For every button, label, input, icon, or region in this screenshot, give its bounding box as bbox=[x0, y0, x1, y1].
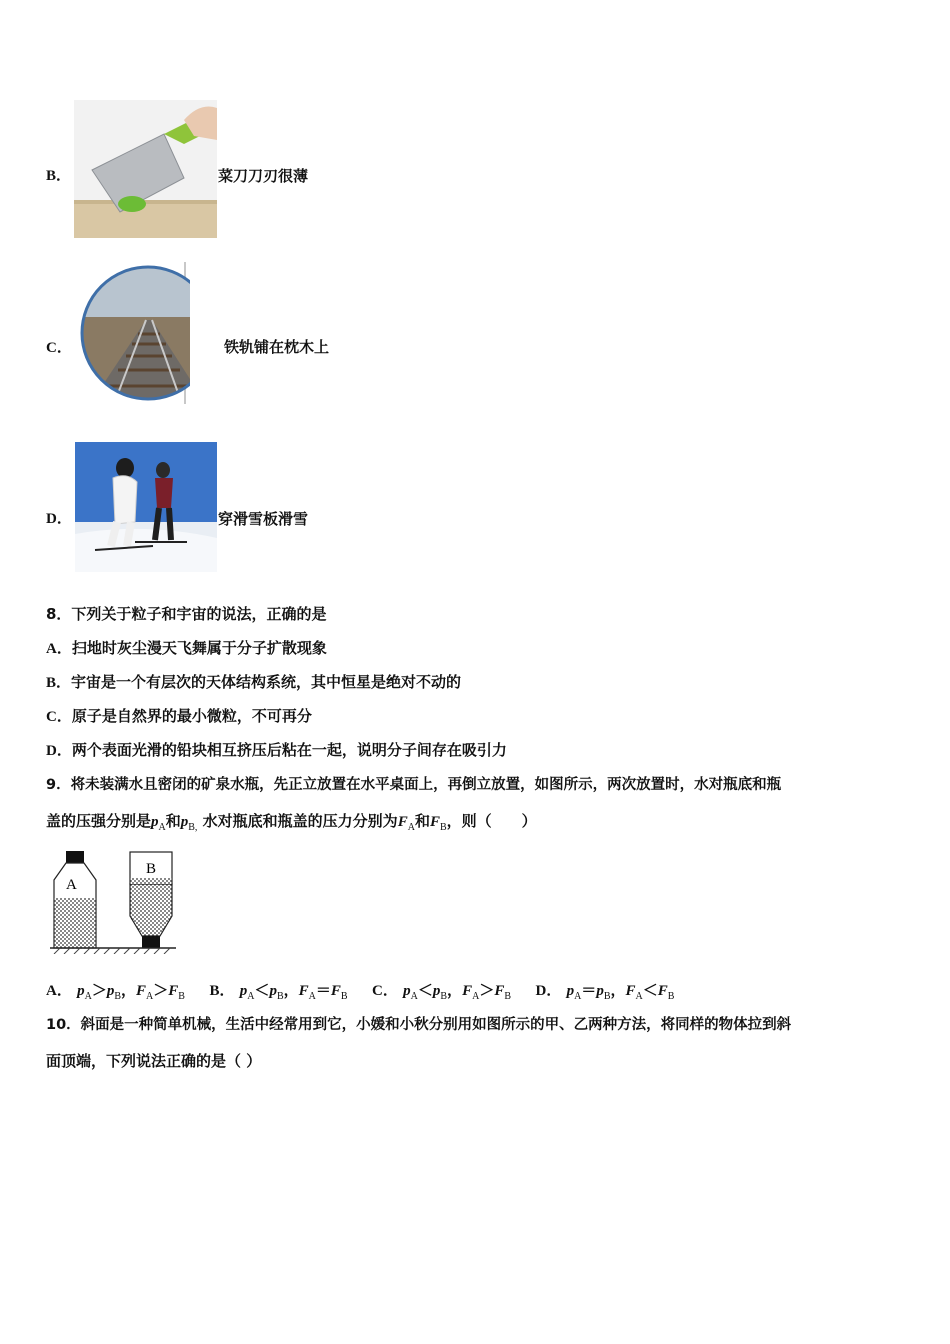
q8-stem: 8．下列关于粒子和宇宙的说法，正确的是 bbox=[46, 605, 327, 623]
q9-option-d: D． $p_A=p_B$，$F_A<F_B$ bbox=[535, 981, 675, 1002]
q10-stem-line2: 面顶端，下列说法正确的是（ ） bbox=[46, 1052, 262, 1070]
q8-option-b: B．宇宙是一个有层次的天体结构系统，其中恒星是绝对不动的 bbox=[46, 673, 462, 691]
option-b-caption: 菜刀刀刃很薄 bbox=[218, 167, 309, 185]
q10-stem-line1: 10．斜面是一种简单机械，生活中经常用到它，小媛和小秋分别用如图所示的甲、乙两种方法，将同样的物体拉到斜 bbox=[46, 1017, 792, 1033]
option-d-letter: D． bbox=[46, 511, 72, 527]
q9-option-b: B． $p_A<p_B$，$F_A=F_B$ bbox=[209, 981, 348, 1002]
option-b-letter: B． bbox=[46, 168, 72, 184]
q8-option-a: A．扫地时灰尘漫天飞舞属于分子扩散现象 bbox=[46, 639, 327, 657]
railway-image bbox=[80, 262, 190, 404]
q8-option-d: D．两个表面光滑的铅块相互挤压后粘在一起，说明分子间存在吸引力 bbox=[46, 741, 507, 759]
q9-option-c: C． $p_A<p_B$，$F_A>F_B$ bbox=[372, 981, 512, 1002]
bottle-b-label: B bbox=[146, 861, 157, 877]
option-d-caption: 穿滑雪板滑雪 bbox=[218, 510, 309, 528]
knife-image bbox=[74, 100, 217, 238]
option-c-caption: 铁轨铺在枕木上 bbox=[224, 338, 330, 356]
q9-stem-line2: 盖的压强分别是$p_A$和$p_{B,}$ 水对瓶底和瓶盖的压力分别为$F_A$和$F_B$，则（ ） bbox=[46, 812, 537, 833]
q9-stem-line1: 9．将未装满水且密闭的矿泉水瓶，先正立放置在水平桌面上，再倒立放置，如图所示，两次放置时，水对瓶底和瓶 bbox=[46, 777, 782, 793]
q9-options bbox=[46, 979, 674, 1002]
ski-image bbox=[75, 442, 217, 572]
q8-option-c: C．原子是自然界的最小微粒，不可再分 bbox=[46, 707, 312, 725]
bottle-a-label: A bbox=[66, 877, 77, 893]
q9-option-a: A． $p_A>p_B$，$F_A>F_B$ bbox=[46, 981, 185, 1002]
option-c-letter: C． bbox=[46, 340, 72, 356]
bottles-figure bbox=[50, 848, 176, 954]
